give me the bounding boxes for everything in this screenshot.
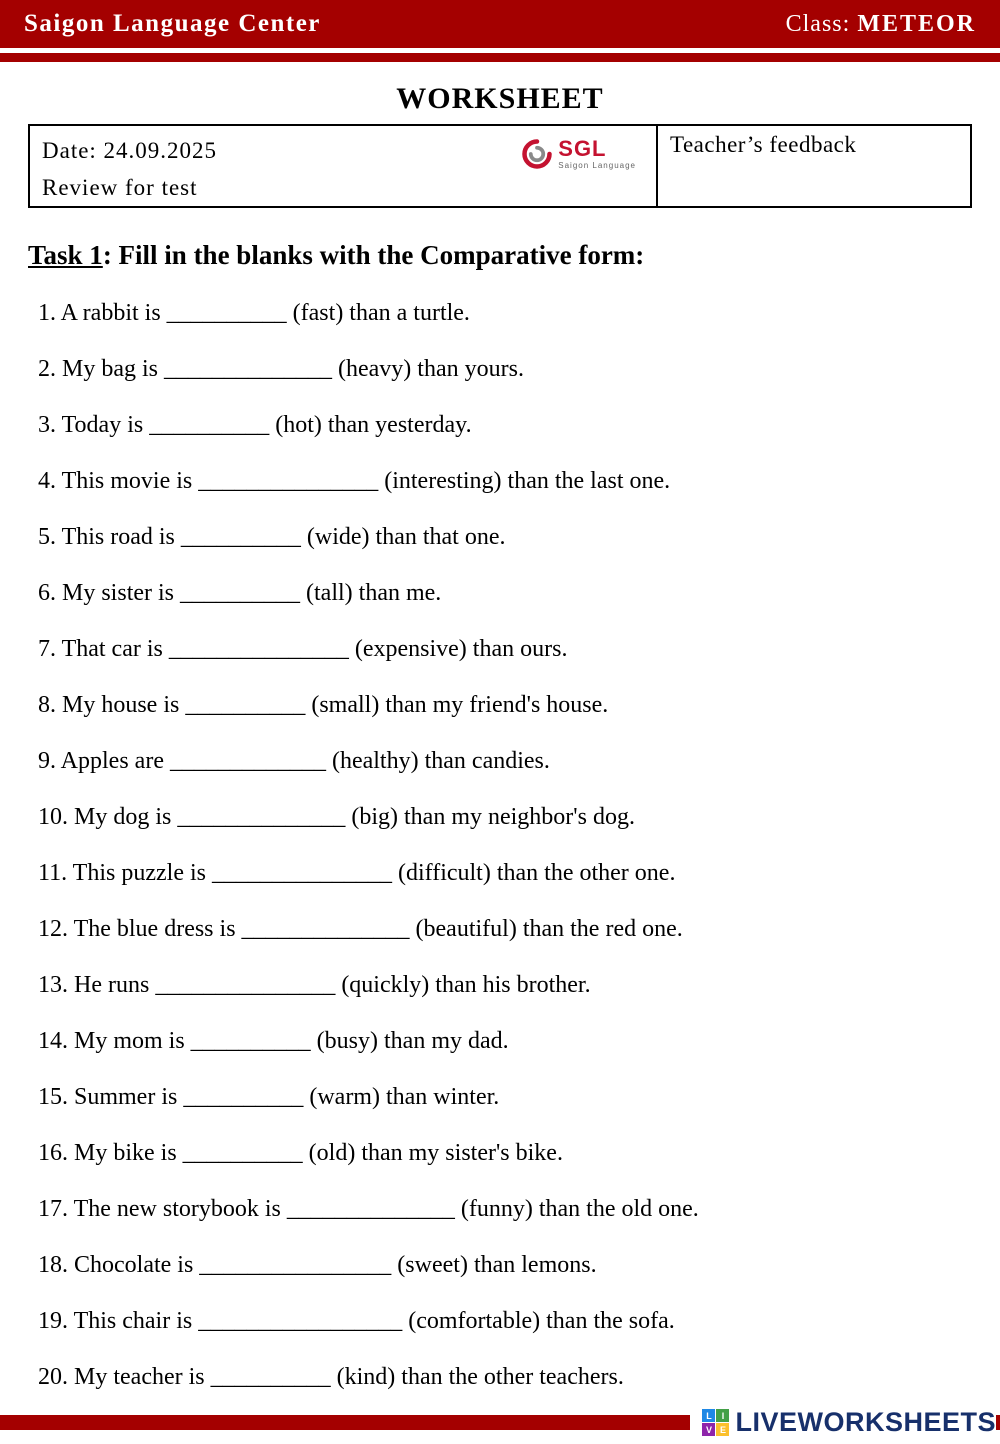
header-bar [0,0,1000,48]
sentence-5: 5. This road is __________ (wide) than that one. [38,524,506,550]
sentence-15: 15. Summer is __________ (warm) than winter. [38,1084,500,1110]
sgl-swirl-icon [522,139,552,169]
sentence-1: 1. A rabbit is __________ (fast) than a turtle. [38,300,470,326]
sentence-14: 14. My mom is __________ (busy) than my dad. [38,1028,509,1054]
liveworksheets-grid-icon [702,1409,729,1436]
sgl-wordmark [558,138,636,170]
sentence-20: 20. My teacher is __________ (kind) than the other teachers. [38,1364,624,1390]
task-label: Task 1 [28,240,103,270]
grid-letter-l: L [702,1409,715,1422]
sentence-10: 10. My dog is ______________ (big) than my neighbor's dog. [38,804,635,830]
grid-letter-i: I [716,1409,729,1422]
info-table [28,124,972,208]
worksheet-page [0,82,1000,1405]
school-name: Saigon Language Center [24,10,321,37]
sentence-16: 16. My bike is __________ (old) than my sister's bike. [38,1140,563,1166]
feedback-cell: Teacher’s feedback [670,132,857,157]
sentence-18: 18. Chocolate is ________________ (sweet) than lemons. [38,1252,597,1278]
sentence-17: 17. The new storybook is ______________ (funny) than the old one. [38,1196,699,1222]
sentence-list [38,285,972,1405]
task-instruction: : Fill in the blanks with the Comparative form: [102,240,645,270]
class-info [786,11,976,38]
class-label: Class: [785,10,851,37]
sentence-8: 8. My house is __________ (small) than my friend's house. [38,692,609,718]
task-heading [28,240,972,271]
sentence-13: 13. He runs _______________ (quickly) than his brother. [38,972,591,998]
sentence-19: 19. This chair is _________________ (comfortable) than the sofa. [38,1308,675,1334]
sgl-subtitle: Saigon Language [558,161,636,170]
sentence-9: 9. Apples are _____________ (healthy) than candies. [38,748,550,774]
grid-letter-e: E [716,1423,729,1436]
sentence-3: 3. Today is __________ (hot) than yesterday. [38,412,472,438]
class-value: METEOR [857,10,976,37]
sentence-12: 12. The blue dress is ______________ (beautiful) than the red one. [38,916,683,942]
header-rule [0,53,1000,62]
liveworksheets-logo [690,1407,996,1438]
date-cell [30,126,658,206]
sgl-abbr: SGL [558,136,607,161]
liveworksheets-wordmark: LIVEWORKSHEETS [735,1407,996,1437]
sentence-6: 6. My sister is __________ (tall) than me. [38,580,442,606]
date-line: Date: 24.09.2025 [42,138,218,163]
grid-letter-v: V [702,1423,715,1436]
sentence-2: 2. My bag is ______________ (heavy) than yours. [38,356,524,382]
sentence-11: 11. This puzzle is _______________ (difficult) than the other one. [38,860,676,886]
sentence-4: 4. This movie is _______________ (interesting) than the last one. [38,468,671,494]
page-title: WORKSHEET [396,82,604,115]
sentence-7: 7. That car is _______________ (expensive) than ours. [38,636,568,662]
footer [0,1400,1000,1444]
review-line: Review for test [42,175,198,200]
sgl-logo [522,138,636,170]
